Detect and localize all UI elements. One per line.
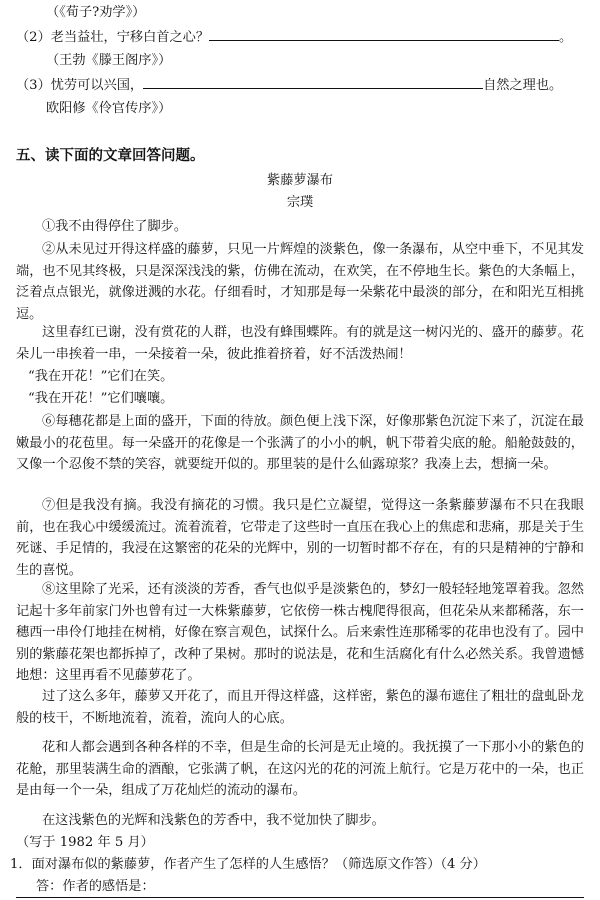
- article-title: 紫藤萝瀑布: [267, 173, 333, 188]
- q2-prompt: 老当益壮，宁移白首之心？: [50, 30, 210, 45]
- source-xunzi: （《荀子?劝学》）: [46, 5, 146, 20]
- article-date: （写于 1982 年 5 月）: [16, 835, 154, 850]
- source-wangbo: （王勃《滕王阁序》）: [46, 53, 172, 68]
- paragraph-2: ②从未见过开得这样盛的藤萝，只见一片辉煌的淡紫色，像一条瀑布，从空中垂下，不见其发端，也不见其终极，只是深深浅浅的紫，仿佛在流动，在欢笑，在不停地生长。紫色的大条幅上，泛着点点银光，就像迸溅的水花。仔细看时，才知那是每一朵紫花中最淡的部分，在和阳光互相挑逗。: [16, 242, 584, 322]
- paragraph-3: 这里春红已谢，没有赏花的人群，也没有蜂围蝶阵。有的就是这一树闪光的、盛开的藤萝。花朵儿一串挨着一串，一朵接着一朵，彼此推着挤着，好不活泼热闹！: [16, 325, 584, 362]
- q3-prompt: 忧劳可以兴国，: [50, 78, 144, 93]
- paragraph-6: ⑥每穗花都是上面的盛开，下面的待放。颜色便上浅下深，好像那紫色沉淀下来了，沉淀在最嫩最小的花苞里。每一朵盛开的花像是一个张满了的小小的帆，帆下带着尖底的舱。船舱鼓鼓的，又像一个忍俊不禁的笑容，就要绽开似的。那里装的是什么仙露琼浆？我凑上去，想摘一朵。: [16, 414, 584, 473]
- q2-number: （2）: [16, 30, 51, 45]
- fill-in-question-3: [16, 74, 562, 97]
- paragraph-5: “我在开花！”它们嚷嚷。: [28, 391, 174, 406]
- fill-in-question-2: [16, 26, 572, 49]
- article-author: 宗璞: [286, 195, 314, 210]
- paragraph-7: ⑦但是我没有摘。我没有摘花的习惯。我只是伫立凝望，觉得这一条紫藤萝瀑布不只在我眼前，也在我心中缓缓流过。流着流着，它带走了这些时一直压在我心上的焦虑和悲痛，那是关于生死谜、手足情的，我浸在这繁密的花朵的光辉中，别的一切暂时都不存在，有的只是精神的宁静和生的喜悦。: [16, 498, 584, 578]
- q3-answer-blank[interactable]: [143, 74, 483, 89]
- answer-line[interactable]: [16, 897, 584, 898]
- paragraph-11: 在这浅紫色的光辉和浅紫色的芳香中，我不觉加快了脚步。: [42, 813, 385, 828]
- q2-answer-blank[interactable]: [209, 26, 559, 41]
- question-1: 1．面对瀑布似的紫藤萝，作者产生了怎样的人生感悟？（筛选原文作答）（4 分）: [10, 857, 486, 872]
- paragraph-8: ⑧这里除了光采，还有淡淡的芳香，香气也似乎是淡紫色的，梦幻一般轻轻地笼罩着我。忽然记起十多年前家门外也曾有过一大株紫藤萝，它依傍一株古槐爬得很高，但花朵从来都稀落，东一穗西一串伶仃地挂在树梢，好像在察言观色，试探什么。后来索性连那稀零的花串也没有了。园中别的紫藤花架也都拆掉了，改种了果树。那时的说法是，花和生活腐化有什么必然关系。我曾遗憾地想：这里再看不见藤萝花了。: [16, 582, 584, 684]
- source-ouyangxiu: 欧阳修《伶官传序》）: [46, 101, 172, 116]
- answer-prefix: 答：作者的感悟是：: [36, 879, 155, 894]
- q3-end: 自然之理也。: [483, 78, 563, 93]
- paragraph-9: 过了这么多年，藤萝又开花了，而且开得这样盛，这样密，紫色的瀑布遮住了粗壮的盘虬卧龙般的枝干，不断地流着，流着，流向人的心底。: [16, 689, 584, 726]
- section-heading: 五、读下面的文章回答问题。: [16, 148, 205, 164]
- q3-number: （3）: [16, 78, 51, 93]
- q2-end: 。: [559, 30, 573, 45]
- paragraph-1: ①我不由得停住了脚步。: [42, 219, 188, 234]
- paragraph-4: “我在开花！”它们在笑。: [28, 369, 174, 384]
- paragraph-10: 花和人都会遇到各种各样的不幸，但是生命的长河是无止境的。我抚摸了一下那小小的紫色的花舱，那里装满生命的酒酿，它张满了帆，在这闪光的花的河流上航行。它是万花中的一朵，也正是由每一个一朵，组成了万花灿烂的流动的瀑布。: [16, 740, 584, 799]
